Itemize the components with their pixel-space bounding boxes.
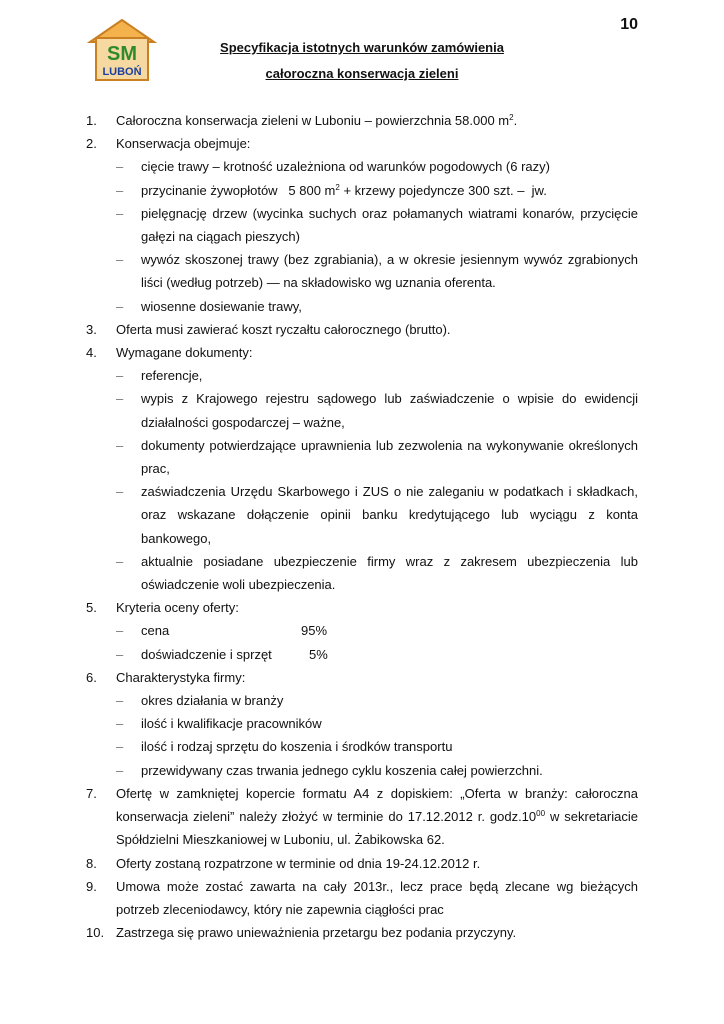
sub-item: – przewidywany czas trwania jednego cyklu koszenia całej powierzchni. [116, 762, 543, 778]
item-text: Charakterystyka firmy: [116, 669, 246, 685]
list-item [86, 109, 638, 132]
sub-item: – przycinanie żywopłotów 5 800 $m^2$ + krzewy pojedyncze 300 szt. – jw. [116, 182, 547, 198]
sub-item: – referencje, [116, 368, 203, 384]
item-number: 7. [86, 785, 97, 801]
item-number: 10. [86, 925, 105, 941]
criterion-row: – doświadczenie i sprzęt 5% [86, 643, 638, 666]
item-text: Zastrzega się prawo unieważnienia przetargu bez podania przyczyny. [116, 925, 517, 941]
sub-item: – wypis z Krajowego rejestru sądowego lub zaświadczenie o wpisie do ewidencji działalności gospodarczej – ważne, [116, 391, 638, 430]
item-number: 1. [86, 113, 97, 128]
list-item [86, 921, 638, 944]
list-item [86, 132, 638, 155]
logo-line1: SM [107, 43, 137, 65]
sub-item: – dokumenty potwierdzające uprawnienia lub zezwolenia na wykonywanie określonych prac, [116, 437, 638, 477]
item-text: Umowa może zostać zawarta na cały 2013r., lecz prace będą zlecane wg bieżących potrzeb zleceniodawcy, który nie zapewnia ciągłości prac [116, 878, 638, 917]
sub-item: – cięcie trawy – krotność uzależniona od warunków pogodowych (6 razy) [116, 159, 550, 175]
item-text: Ofertę w zamkniętej kopercie formatu A4 z dopiskiem: „Oferta w branży: całoroczna konserwacja zieleni” należy złożyć w terminie do 17.12.2012 r. $godz.10^{00}$ w sekretariacie Spółdzielni Mieszkaniowej w Luboniu, ul. Żabikowska 62. [116, 785, 638, 848]
document-subtitle: całoroczna konserwacja zieleni [265, 66, 459, 81]
list-item [86, 782, 638, 852]
sub-item: – wywóz skoszonej trawy (bez zgrabiania), a w okresie jesiennym wywóz zgrabionych liści (według potrzeb) — na składowisko wg uznania oferenta. [116, 252, 638, 291]
item-text: Całoroczna konserwacja zieleni w Luboniu – powierzchnia 58.000 $m^2$. [116, 113, 518, 128]
document-title: Specyfikacja istotnych warunków zamówienia [220, 40, 504, 55]
criterion-label: doświadczenie i sprzęt [141, 646, 272, 662]
sub-item: – okres działania w branży [116, 693, 284, 709]
page-number: 10 [620, 16, 638, 33]
item-text: Oferty zostaną rozpatrzone w terminie od dnia 19-24.12.2012 r. [116, 855, 481, 871]
item-number: 8. [86, 855, 97, 871]
sub-item: – zaświadczenia Urzędu Skarbowego i ZUS o nie zaleganiu w podatkach i składkach, oraz wskazane dołączenie opinii banku kredytującego lub wyciągu z konta bankowego, [116, 484, 638, 546]
list-item [86, 852, 638, 875]
logo-line2: LUBOŃ [102, 66, 142, 78]
item-text: Oferta musi zawierać koszt ryczałtu całorocznego (brutto). [116, 321, 451, 337]
criterion-row: – cena 95% [86, 619, 638, 642]
item-number: 4. [86, 345, 97, 361]
list-item [86, 666, 638, 689]
sub-item: – ilość i rodzaj sprzętu do koszenia i środków transportu [116, 739, 453, 755]
sub-item: – pielęgnację drzew (wycinka suchych oraz połamanych wiatrami konarów, przycięcie gałęzi na ciągach pieszych) [116, 205, 638, 245]
criterion-label: cena [141, 623, 170, 639]
item-number: 5. [86, 600, 97, 616]
list-item [86, 318, 638, 341]
sub-item: – aktualnie posiadane ubezpieczenie firmy wraz z zakresem ubezpieczenia lub oświadczenie woli ubezpieczenia. [116, 553, 638, 593]
criterion-weight: 95% [301, 623, 328, 639]
item-number: 3. [86, 321, 97, 337]
specification-list [86, 109, 638, 944]
list-item [86, 341, 638, 364]
item-text: Kryteria oceny oferty: [116, 600, 239, 616]
sub-item: – ilość i kwalifikacje pracowników [116, 716, 322, 732]
item-number: 9. [86, 878, 97, 894]
criterion-weight: 5% [309, 646, 328, 662]
item-number: 6. [86, 669, 97, 685]
item-text: Konserwacja obejmuje: [116, 136, 251, 152]
list-item [86, 875, 638, 921]
item-number: 2. [86, 136, 97, 152]
list-item [86, 596, 638, 619]
sub-item: – wiosenne dosiewanie trawy, [116, 298, 302, 314]
item-text: Wymagane dokumenty: [116, 345, 253, 361]
